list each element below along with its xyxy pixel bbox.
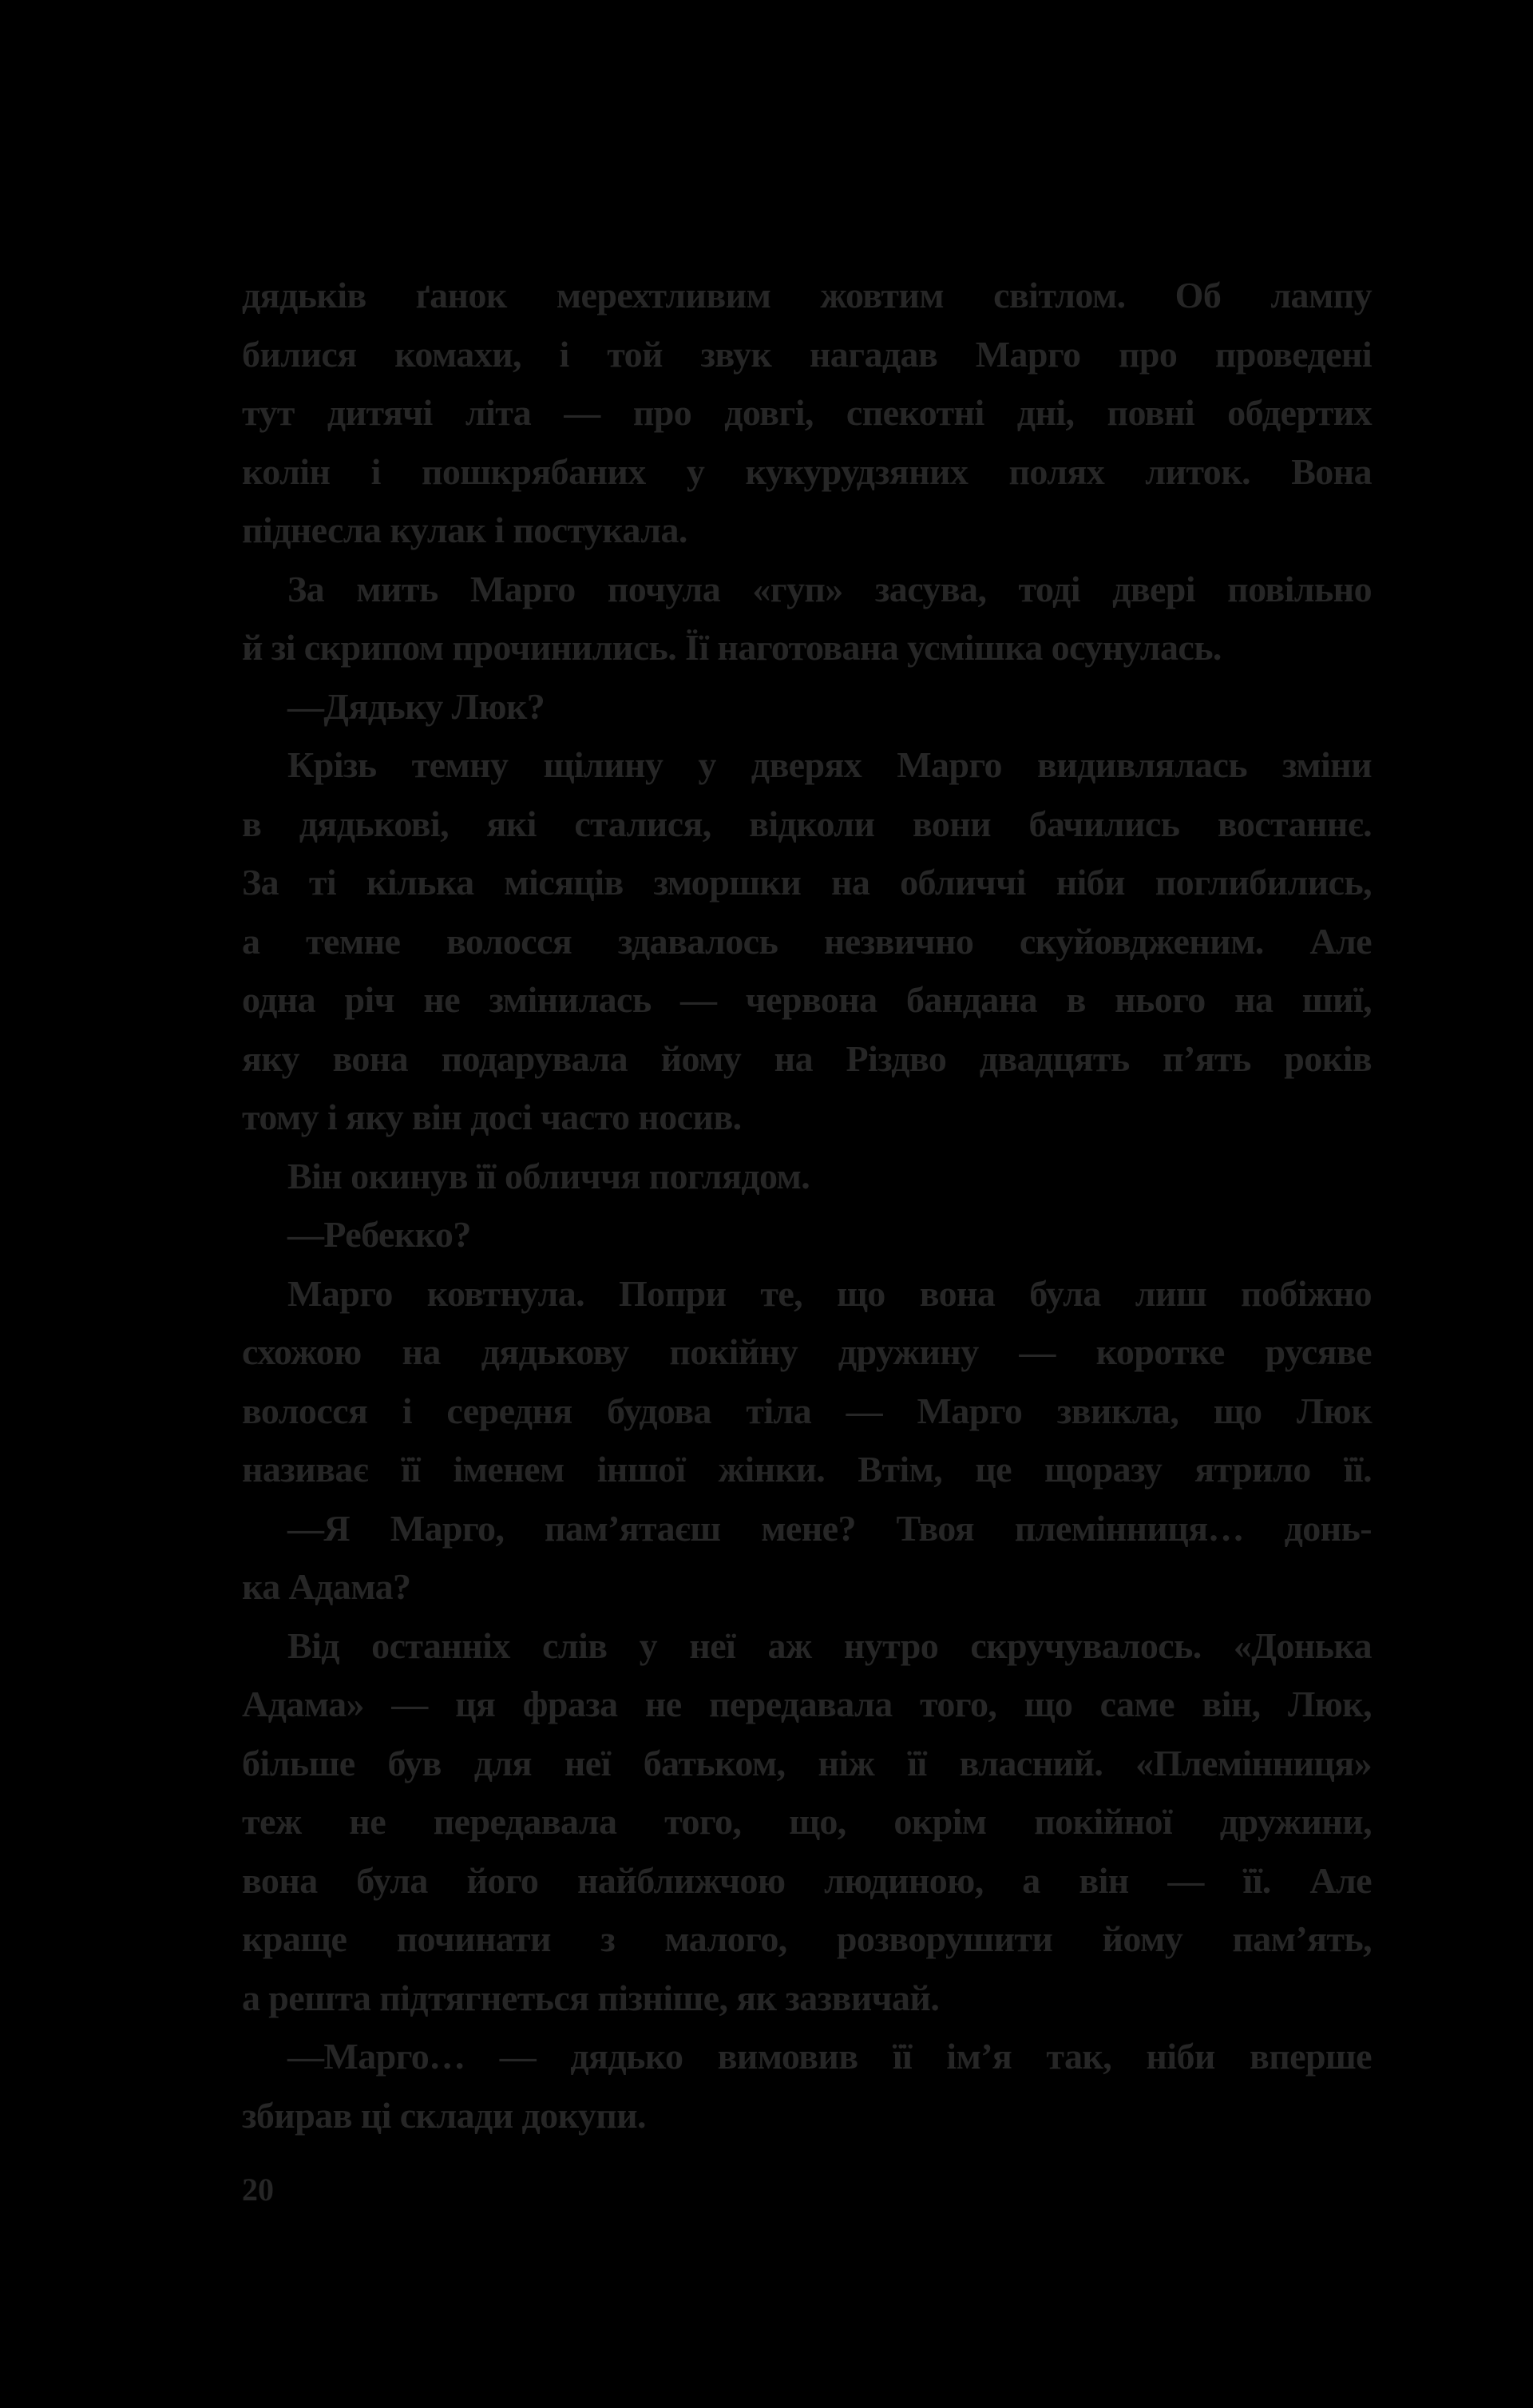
text-line: й зі скрипом прочинились. Її наготована усмішка осунулась. <box>242 627 1222 668</box>
text-line: а темне волосся здавалось незвично скуйовдженим. Але <box>242 920 1372 962</box>
paragraph-first-line: Крізь темну щілину у дверях Марго видивлялась зміни <box>287 744 1372 785</box>
text-line: піднесла кулак і постукала. <box>242 510 687 550</box>
page-number: 20 <box>242 2172 274 2208</box>
paragraph-first-line: Він окинув її обличчя поглядом. <box>287 1155 810 1196</box>
paragraph-first-line: Марго ковтнула. Попри те, що вона була лиш побіжно <box>287 1272 1372 1314</box>
text-line: колін і пошкрябаних у кукурудзяних полях литок. Вона <box>242 450 1372 492</box>
text-line: збирав ці склади докупи. <box>242 2094 646 2136</box>
text-line: За ті кілька місяців зморшки на обличчі ніби поглибились, <box>242 862 1372 903</box>
text-line: билися комахи, і той звук нагадав Марго про проведені <box>242 333 1372 375</box>
text-line: схожою на дядькову покійну дружину — коротке русяве <box>242 1331 1372 1372</box>
text-line: волосся і середня будова тіла — Марго звикла, що Люк <box>242 1390 1372 1431</box>
text-line: а решта підтягнеться пізніше, як зазвичай. <box>242 1977 940 2018</box>
text-line: одна річ не змінилась — червона бандана в нього на шиї, <box>242 979 1372 1020</box>
text-line: вона була його найближчою людиною, а він — її. Але <box>242 1859 1372 1901</box>
text-line: називає її іменем іншої жінки. Втім, це щоразу ятрило її. <box>242 1449 1372 1490</box>
text-line: яку вона подарувала йому на Різдво двадцять п’ять років <box>242 1037 1372 1079</box>
text-line: тут дитячі літа — про довгі, спекотні дні, повні обдертих <box>242 392 1372 433</box>
paragraph-first-line: За мить Марго почула «гуп» засува, тоді двері повільно <box>287 568 1372 609</box>
text-line: теж не передавала того, що, окрім покійної дружини, <box>242 1801 1372 1842</box>
text-line: тому і яку він досі часто носив. <box>242 1097 742 1137</box>
dialogue-line: —Дядьку Люк? <box>287 685 545 727</box>
book-page-text <box>242 266 1372 2144</box>
text-line: в дядькові, які сталися, відколи вони бачились востаннє. <box>242 803 1372 844</box>
text-line: краще починати з малого, розворушити йому пам’ять, <box>242 1918 1372 1959</box>
text-line: Адама» — ця фраза не передавала того, що саме він, Люк, <box>242 1684 1372 1724</box>
dialogue-line: —Марго… — дядько вимовив її ім’я так, ніби вперше <box>287 2036 1372 2077</box>
dialogue-line: —Я Марго, пам’ятаєш мене? Твоя племінниця… донь- <box>287 1507 1372 1549</box>
dialogue-line: —Ребекко? <box>287 1214 471 1255</box>
paragraph-first-line: Від останніх слів у неї аж нутро скручувалось. «Донька <box>287 1625 1372 1666</box>
text-line: ка Адама? <box>242 1566 411 1607</box>
text-line: більше був для неї батьком, ніж її власний. «Племінниця» <box>242 1742 1372 1783</box>
text-line: дядьків ґанок мерехтливим жовтим світлом. Об лампу <box>242 275 1372 315</box>
